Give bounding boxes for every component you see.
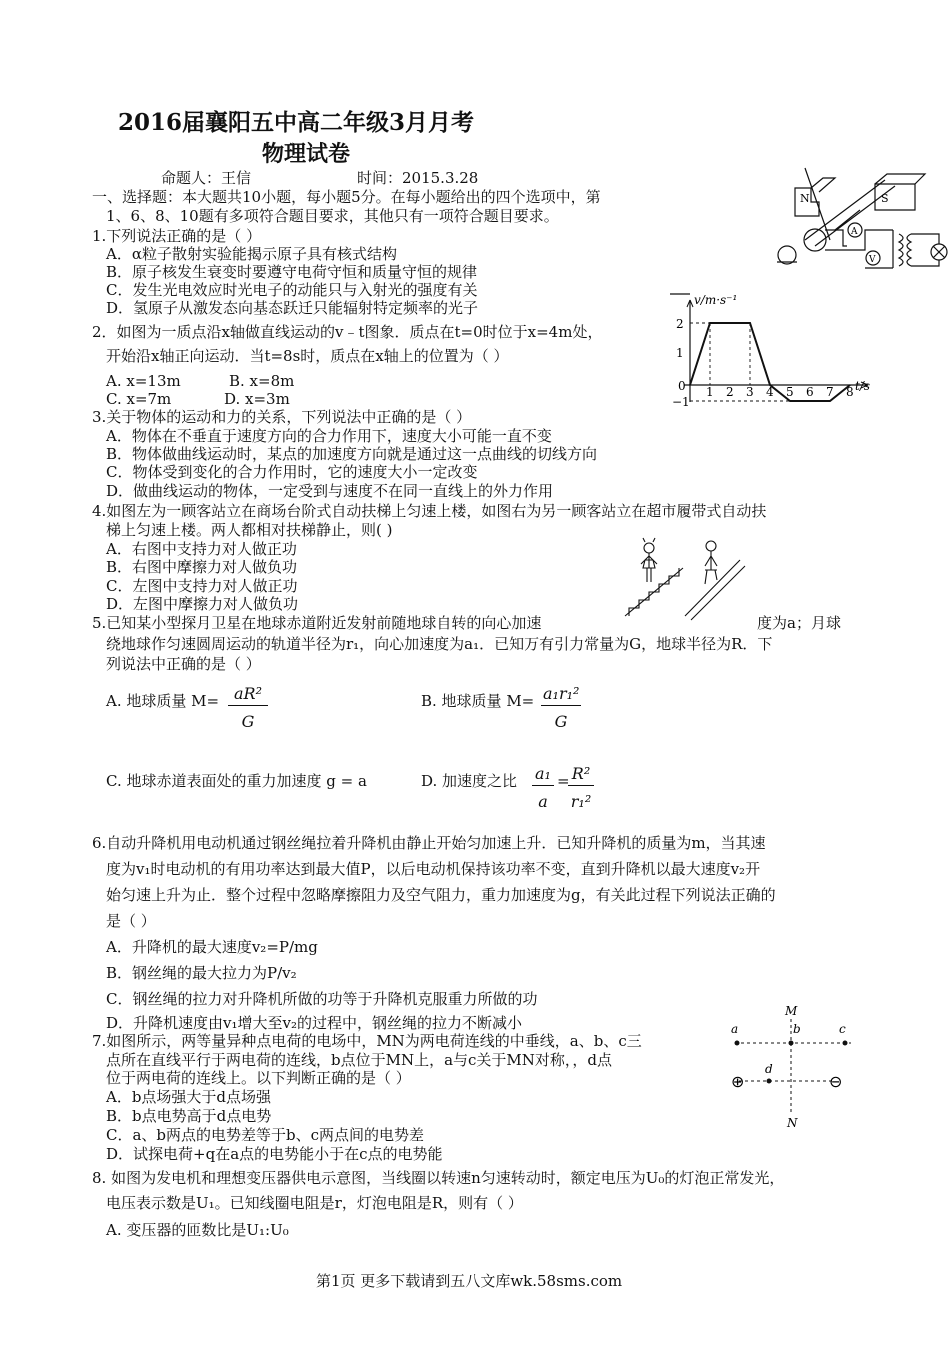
- q5-d-den2: r₁²: [570, 792, 592, 811]
- person-left-head: [644, 543, 654, 553]
- q5-option-d-equals: =: [557, 772, 570, 790]
- electric-field-figure: [725, 1005, 855, 1130]
- q5-stem-2: 绕地球作匀速圆周运动的轨道半径为r₁，向心加速度为a₁．已知万有引力常量为G，地球半径为R．下: [106, 635, 773, 653]
- vt-xtick-1: 1: [706, 385, 714, 399]
- q4-option-c: C．左图中支持力对人做正功: [106, 577, 298, 595]
- person-right-head: [706, 541, 716, 551]
- exam-title: 2016届襄阳五中高二年级3月月考: [118, 109, 475, 136]
- q5-option-a-fraction: [228, 684, 268, 731]
- label-c-field: c: [839, 1022, 846, 1036]
- q5-b-num: a₁r₁²: [541, 684, 581, 706]
- q5-d-num: a₁: [532, 764, 554, 786]
- q2-stem-1: 2．如图为一质点沿x轴做直线运动的v﹣t图象．质点在t=0时位于x=4m处，: [92, 323, 603, 341]
- q1-option-b: B．原子核发生衰变时要遵守电荷守恒和质量守恒的规律: [106, 263, 478, 281]
- q5-option-b-fraction: [541, 684, 581, 731]
- label-n-field: N: [787, 1116, 798, 1130]
- vt-xtick-2: 2: [726, 385, 734, 399]
- q5-option-a-label: A. 地球质量 M=: [106, 692, 220, 710]
- q7-stem-1: 7.如图所示，两等量异种点电荷的电场中，MN为两电荷连线的中垂线，a、b、c三: [92, 1032, 642, 1050]
- q5-a-num: aR²: [228, 684, 268, 706]
- q6-stem-2: 度为v₁时电动机的有用功率达到最大值P，以后电动机保持该功率不变，直到升降机以最大速度v₂开: [106, 860, 761, 878]
- generator-transformer-figure: [775, 150, 945, 275]
- q2-option-d: D. x=3m: [224, 390, 290, 408]
- vt-ytick-2: 2: [676, 317, 684, 331]
- label-d-field: d: [765, 1062, 773, 1076]
- point-a: [735, 1041, 740, 1046]
- q5-option-b-label: B. 地球质量 M=: [421, 692, 535, 710]
- q6-stem-1: 6.自动升降机用电动机通过钢丝绳拉着升降机由静止开始匀加速上升．已知升降机的质量为m，当其速: [92, 834, 766, 852]
- q7-option-c: C．a、b两点的电势差等于b、c两点间的电势差: [106, 1126, 425, 1144]
- q3-option-a: A．物体在不垂直于速度方向的合力作用下，速度大小可能一直不变: [106, 427, 552, 445]
- q6-option-c: C．钢丝绳的拉力对升降机所做的功等于升降机克服重力所做的功: [106, 990, 538, 1008]
- escalator-figure: [625, 538, 745, 620]
- vt-xtick-7: 7: [826, 385, 834, 399]
- label-a: A: [851, 227, 858, 237]
- label-s: S: [881, 192, 889, 205]
- q1-option-a: A．α粒子散射实验能揭示原子具有核式结构: [106, 245, 397, 263]
- q7-stem-2: 点所在直线平行于两电荷的连线，b点位于MN上，a与c关于MN对称，，d点: [106, 1051, 613, 1069]
- vt-ytick-neg1: −1: [672, 395, 690, 409]
- label-m: M: [785, 1004, 798, 1018]
- q5-stem-1a: 5.已知某小型探月卫星在地球赤道附近发射前随地球自转的向心加速: [92, 614, 542, 632]
- vt-graph-figure: [670, 294, 895, 414]
- q3-option-b: B．物体做曲线运动时，某点的加速度方向就是通过这一点曲线的切线方向: [106, 445, 598, 463]
- page-footer: 第1页 更多下载请到五八文库wk.58sms.com: [316, 1272, 623, 1290]
- q5-option-d-label: D. 加速度之比: [421, 772, 518, 790]
- negative-charge-icon: ⊖: [829, 1072, 843, 1091]
- q6-option-d: D．升降机速度由v₁增大至v₂的过程中，钢丝绳的拉力不断减小: [106, 1014, 523, 1032]
- point-c: [843, 1041, 848, 1046]
- q3-option-c: C．物体受到变化的合力作用时，它的速度大小一定改变: [106, 463, 478, 481]
- q3-stem: 3.关于物体的运动和力的关系，下列说法中正确的是（ ）: [92, 408, 472, 426]
- exam-time: 时间：2015.3.28: [357, 169, 479, 187]
- q4-stem-1: 4.如图左为一顾客站立在商场台阶式自动扶梯上匀速上楼，如图右为另一顾客站立在超市履带式自动扶: [92, 502, 767, 520]
- label-b-field: b: [793, 1022, 801, 1036]
- belt-right: [685, 560, 740, 616]
- vt-xtick-6: 6: [806, 385, 814, 399]
- label-v: V: [869, 255, 876, 265]
- q1-stem: 1.下列说法正确的是（ ）: [92, 227, 262, 245]
- vt-xtick-4: 4: [766, 385, 774, 399]
- section-line-1: 一、选择题：本大题共10小题，每小题5分。在每小题给出的四个选项中，第: [92, 188, 601, 206]
- q6-option-a: A．升降机的最大速度v₂=P/mg: [106, 938, 318, 956]
- exam-subtitle: 物理试卷: [262, 141, 351, 167]
- label-a-field: a: [731, 1022, 739, 1036]
- vt-xtick-5: 5: [786, 385, 794, 399]
- q7-stem-3: 位于两电荷的连线上。以下判断正确的是（ ）: [106, 1069, 411, 1087]
- exam-author: 命题人：王信: [161, 169, 252, 187]
- label-n: N: [800, 192, 810, 205]
- section-line-2: 1、6、8、10题有多项符合题目要求，其他只有一项符合题目要求。: [106, 207, 559, 225]
- q5-d-num2: R²: [568, 764, 594, 786]
- q2-option-a: A. x=13m: [106, 372, 181, 390]
- q5-stem-3: 列说法中正确的是（ ）: [106, 655, 261, 673]
- positive-charge-icon: ⊕: [731, 1072, 745, 1091]
- q8-option-a: A. 变压器的匝数比是U₁:U₀: [106, 1221, 289, 1239]
- q2-option-b: B. x=8m: [229, 372, 295, 390]
- q4-option-a: A．右图中支持力对人做正功: [106, 540, 297, 558]
- vt-xtick-8: 8: [846, 385, 854, 399]
- q5-option-d-fraction-2: [568, 764, 594, 811]
- q5-stem-1b: 度为a；月球: [757, 614, 841, 632]
- point-d: [767, 1079, 772, 1084]
- q4-option-b: B．右图中摩擦力对人做负功: [106, 558, 298, 576]
- q6-option-b: B．钢丝绳的最大拉力为P/v₂: [106, 964, 297, 982]
- q3-option-d: D．做曲线运动的物体，一定受到与速度不在同一直线上的外力作用: [106, 482, 554, 500]
- q7-option-a: A．b点场强大于d点场强: [106, 1088, 272, 1106]
- q7-option-b: B．b点电势高于d点电势: [106, 1107, 272, 1125]
- point-b: [789, 1041, 794, 1046]
- vt-ytick-1: 1: [676, 346, 684, 360]
- vt-ytick-0: 0: [678, 379, 686, 393]
- q5-b-den: G: [554, 712, 568, 731]
- q1-option-c: C．发生光电效应时光电子的动能只与入射光的强度有关: [106, 281, 478, 299]
- q2-stem-2: 开始沿x轴正向运动．当t=8s时，质点在x轴上的位置为（ ）: [106, 347, 509, 365]
- q8-stem-2: 电压表示数是U₁。已知线圈电阻是r，灯泡电阻是R，则有（ ）: [106, 1194, 523, 1212]
- q7-option-d: D．试探电荷+q在a点的电势能小于在c点的电势能: [106, 1145, 443, 1163]
- vt-xtick-3: 3: [746, 385, 754, 399]
- q6-stem-4: 是（ ）: [106, 912, 156, 930]
- q5-a-den: G: [241, 712, 255, 731]
- q2-option-c: C. x=7m: [106, 390, 172, 408]
- q5-option-c: C. 地球赤道表面处的重力加速度 g = a: [106, 772, 367, 790]
- vt-xlabel: t/s: [855, 379, 871, 393]
- q1-option-d: D．氢原子从激发态向基态跃迁只能辐射特定频率的光子: [106, 299, 479, 317]
- vt-ylabel: v/m·s⁻¹: [694, 293, 738, 307]
- q5-d-den: a: [538, 792, 548, 811]
- q6-stem-3: 始匀速上升为止．整个过程中忽略摩擦阻力及空气阻力，重力加速度为g，有关此过程下列说法正确的: [106, 886, 776, 904]
- q4-option-d: D．左图中摩擦力对人做负功: [106, 595, 299, 613]
- q8-stem-1: 8. 如图为发电机和理想变压器供电示意图，当线圈以转速n匀速转动时，额定电压为U₀的灯泡正常发光，: [92, 1169, 785, 1187]
- q5-option-d-fraction-1: [532, 764, 554, 811]
- q4-stem-2: 梯上匀速上楼。两人都相对扶梯静止，则( ): [106, 521, 393, 539]
